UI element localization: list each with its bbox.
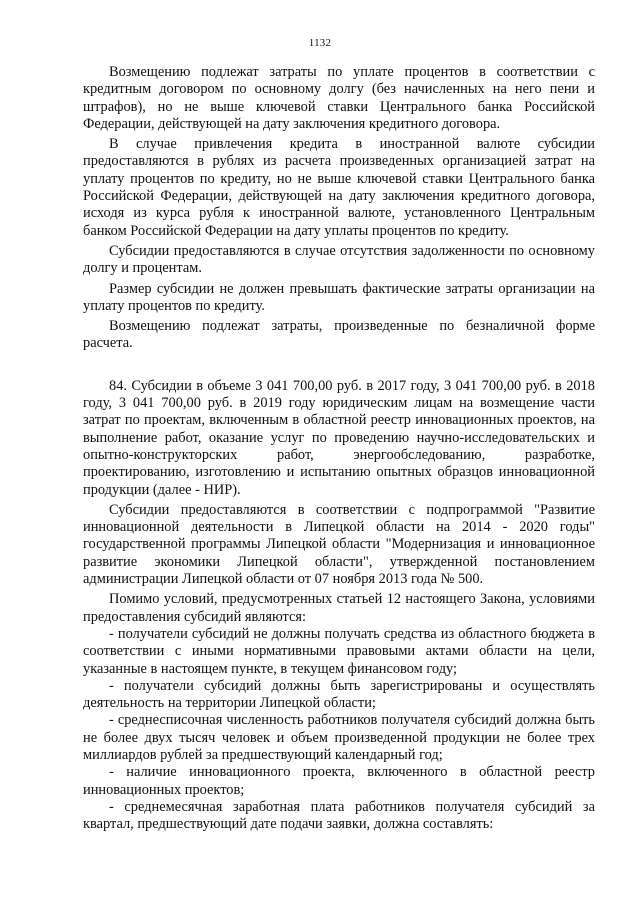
list-item-registration: - получатели субсидий должны быть зарегистрированы и осуществлять деятельность на территории Липецкой области; — [83, 677, 595, 712]
paragraph-conditions-intro: Помимо условий, предусмотренных статьей 12 настоящего Закона, условиями предоставления субсидий являются: — [83, 591, 595, 625]
list-item-average-salary: - среднемесячная заработная плата работников получателя субсидий за квартал, предшествующий дате подачи заявки, должна составлять: — [83, 798, 595, 833]
list-item-headcount: - среднесписочная численность работников получателя субсидий должна быть не более двух тысяч человек и объем произведенной продукции не более трех миллиардов рублей за предшествующий календарный год; — [83, 712, 595, 763]
paragraph-item-84: 84. Субсидии в объеме 3 041 700,00 руб. в 2017 году, 3 041 700,00 руб. в 2018 году, 3 041 700,00 руб. в 2019 году юридическим лицам на возмещение части затрат по проектам, включенным в областной реестр инновационных проектов, на выполнение работ, оказание услуг по проведению научно-исследовательских и опытно-конструкторских работ, энергообследованию, разработке, проектированию, изготовлению и испытанию опытных образцов инновационной продукции (далее - НИР). — [83, 377, 595, 498]
paragraph-subprogram-reference: Субсидии предоставляются в соответствии с подпрограммой "Развитие инновационной деятельности в Липецкой области на 2014 - 2020 годы" государственной программы Липецкой области "Модернизация и инновационное развитие экономики Липецкой области", утвержденной постановлением администрации Липецкой области от 07 ноября 2013 года № 500. — [83, 501, 595, 588]
page-number: 1132 — [308, 37, 332, 49]
paragraph-subsidy-size-limit: Размер субсидии не должен превышать фактические затраты организации на уплату процентов по кредиту. — [83, 280, 595, 314]
paragraph-no-debt-condition: Субсидии предоставляются в случае отсутствия задолженности по основному долгу и процентам. — [83, 242, 595, 277]
paragraph-foreign-currency-loan: В случае привлечения кредита в иностранной валюте субсидии предоставляются в рублях из расчета произведенных организацией затрат на уплату процентов по кредиту, но не выше ключевой ставки Центрального банка Российской Федерации, действующей на дату заключения кредитного договора, исходя из курса рубля к иностранной валюте, установленного Центральным банком Российской Федерации на дату уплаты процентов по кредиту. — [83, 136, 595, 239]
paragraph-interest-reimbursement: Возмещению подлежат затраты по уплате процентов в соответствии с кредитным договором по основному долгу (без начисленных на него пени и штрафов), но не выше ключевой ставки Центрального банка Российской Федерации, действующей на дату заключения кредитного договора. — [83, 64, 595, 132]
document-body — [83, 64, 595, 833]
list-item-innovation-project: - наличие инновационного проекта, включенного в областной реестр инновационных проектов; — [83, 764, 595, 798]
list-item-no-other-funds: - получатели субсидий не должны получать средства из областного бюджета в соответствии с иными нормативными правовыми актами области на цели, указанные в настоящем пункте, в текущем финансовом году; — [83, 625, 595, 677]
paragraph-cashless-payment: Возмещению подлежат затраты, произведенные по безналичной форме расчета. — [83, 318, 595, 352]
